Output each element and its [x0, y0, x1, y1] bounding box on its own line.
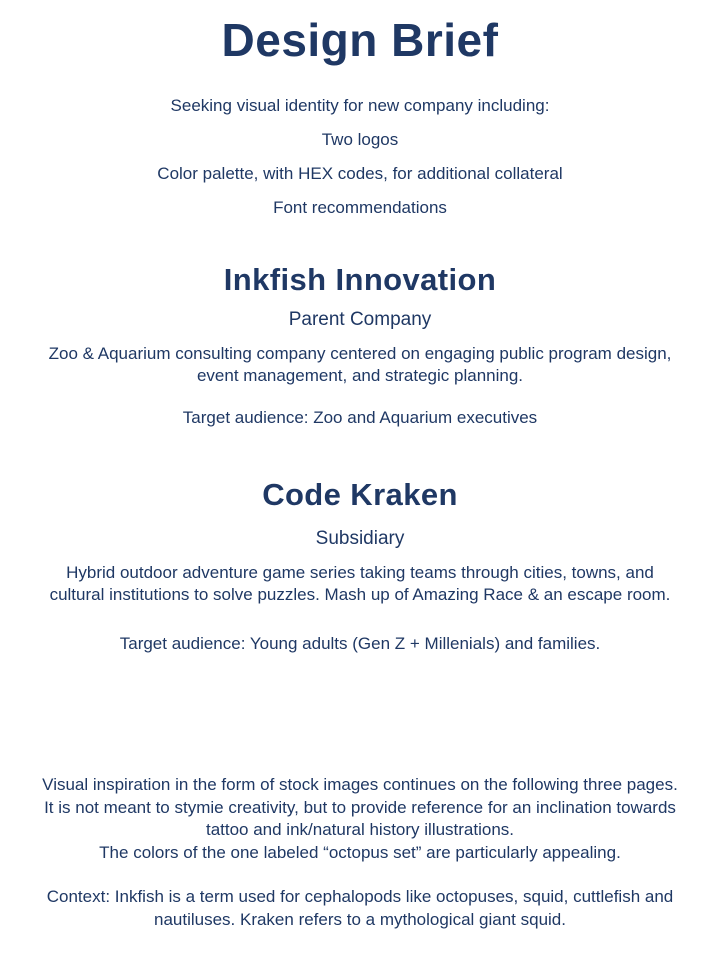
- page-title: Design Brief: [221, 14, 499, 66]
- parent-audience: Target audience: Zoo and Aquarium executives: [182, 408, 538, 427]
- context-line-1: Context: Inkfish is a term used for cephalopods like octopuses, squid, cuttlefish and: [46, 887, 674, 906]
- parent-description-line-2: event management, and strategic planning.: [196, 366, 524, 385]
- inspiration-line-1: Visual inspiration in the form of stock images continues on the following three pages.: [42, 775, 678, 794]
- subsidiary-audience: Target audience: Young adults (Gen Z + Millenials) and families.: [119, 634, 601, 653]
- parent-description-line-1: Zoo & Aquarium consulting company centered on engaging public program design,: [48, 344, 672, 363]
- subsidiary-description-line-2: cultural institutions to solve puzzles. Mash up of Amazing Race & an escape room.: [49, 585, 671, 604]
- subsidiary-name: Code Kraken: [262, 477, 458, 512]
- brief-item-fonts: Font recommendations: [273, 198, 447, 217]
- parent-company-role: Parent Company: [288, 309, 432, 330]
- parent-company-name: Inkfish Innovation: [223, 262, 497, 297]
- subsidiary-role: Subsidiary: [315, 528, 405, 549]
- brief-item-palette: Color palette, with HEX codes, for additional collateral: [157, 164, 563, 183]
- brief-intro: Seeking visual identity for new company including:: [170, 96, 550, 115]
- brief-item-logos: Two logos: [321, 130, 399, 149]
- context-line-2: nautiluses. Kraken refers to a mythological giant squid.: [153, 910, 566, 929]
- inspiration-line-4: The colors of the one labeled “octopus set” are particularly appealing.: [99, 843, 621, 862]
- subsidiary-description-line-1: Hybrid outdoor adventure game series taking teams through cities, towns, and: [66, 563, 654, 582]
- inspiration-line-2: It is not meant to stymie creativity, but to provide reference for an inclination towards: [44, 798, 676, 817]
- inspiration-line-3: tattoo and ink/natural history illustrations.: [205, 820, 515, 839]
